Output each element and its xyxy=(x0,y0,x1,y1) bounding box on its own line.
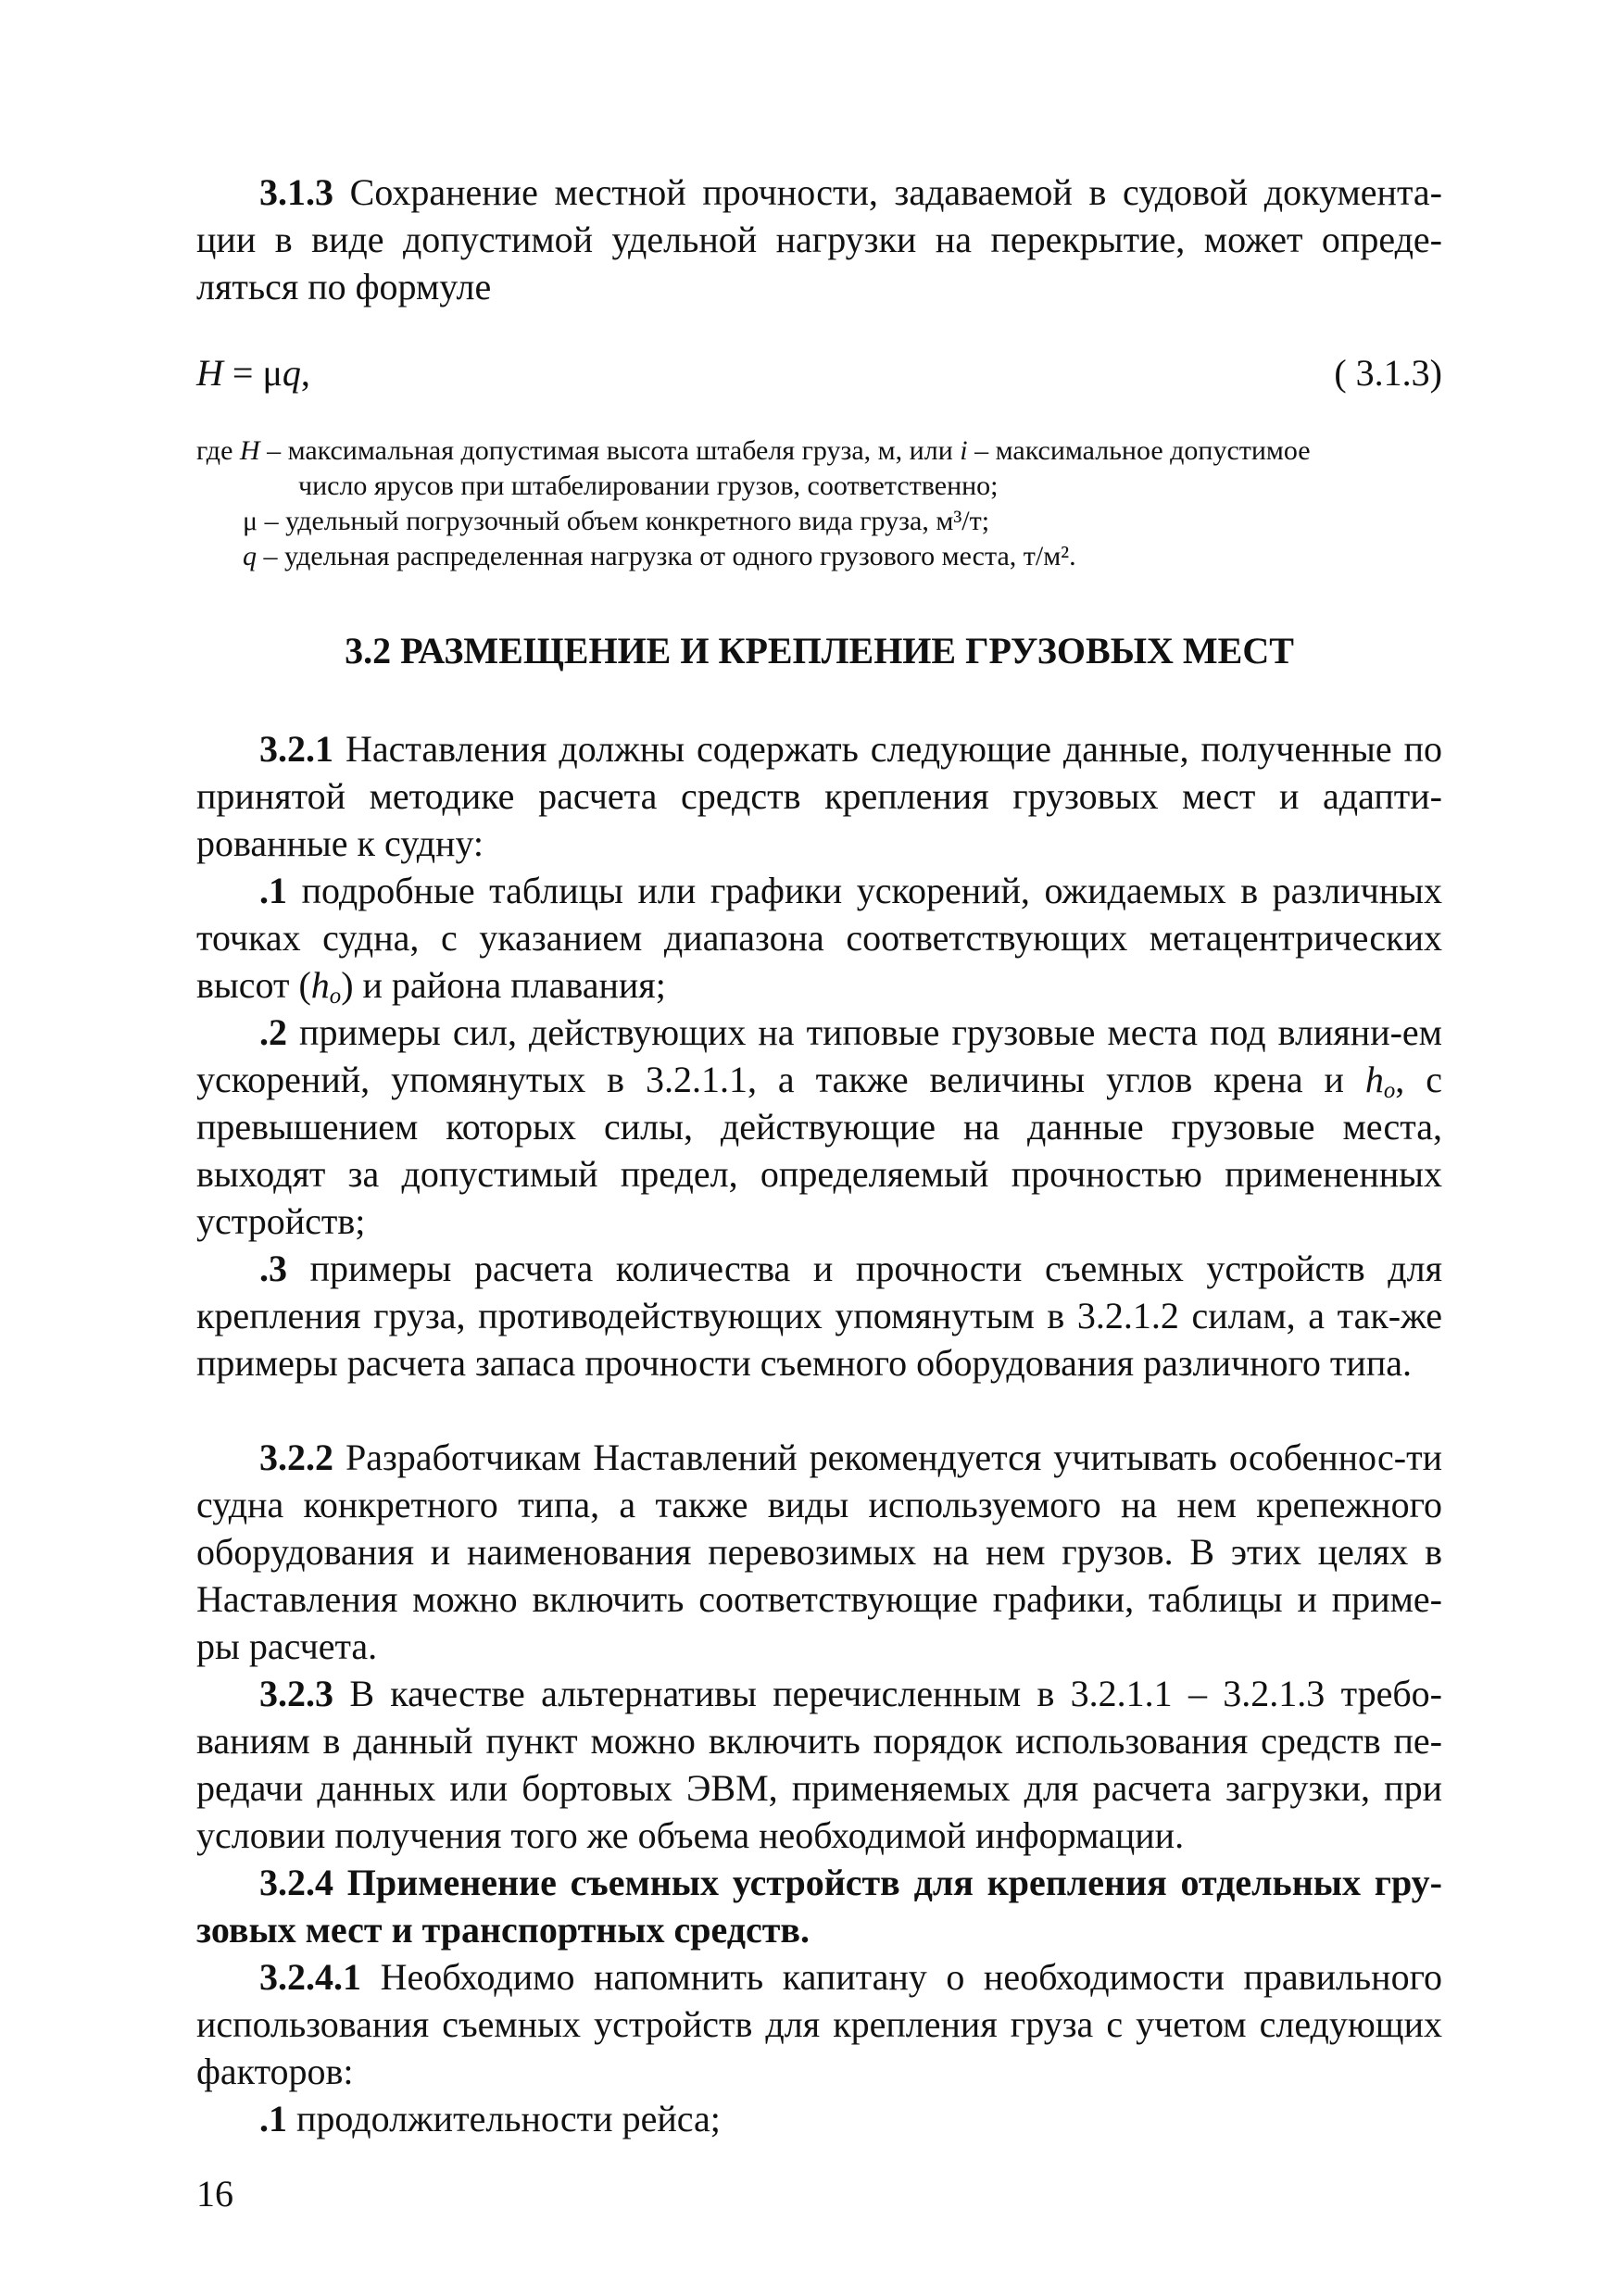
legend-prefix: где xyxy=(196,435,240,466)
legend-text: – удельная распределенная нагрузка от одного грузового места, т/м². xyxy=(257,541,1076,571)
item-number: .3 xyxy=(259,1248,287,1289)
symbol-h: h xyxy=(310,964,330,1006)
paragraph-text: Наставления должны содержать следующие данные, полученные по принятой методике расчета средств крепления грузовых мест и адапти-рованные к судну: xyxy=(196,728,1442,864)
formula-3-1-3 xyxy=(196,349,1442,397)
paragraph-3-2-1 xyxy=(196,725,1442,867)
item-number: .2 xyxy=(259,1011,287,1053)
formula-var-h: H xyxy=(196,352,223,394)
legend-var-h: H xyxy=(239,435,260,466)
paragraph-3-2-3 xyxy=(196,1670,1442,1859)
section-heading: 3.2 РАЗМЕЩЕНИЕ И КРЕПЛЕНИЕ ГРУЗОВЫХ МЕСТ xyxy=(345,630,1294,671)
paragraph-text: примеры сил, действующих на типовые грузовые места под влияни-ем ускорений, упомянутых в 3.2.1.1, а также величины углов крена и xyxy=(196,1011,1442,1100)
paragraph-3-2-2 xyxy=(196,1434,1442,1670)
symbol-subscript-o: o xyxy=(329,984,342,1010)
list-item-3-2-1-2 xyxy=(196,1009,1442,1245)
paragraph-text: продолжительности рейса; xyxy=(287,2098,721,2139)
paragraph-text: подробные таблицы или графики ускорений, ожидаемых в различных точках судна, с указанием диапазона соответствующих метацентрических высот ( xyxy=(196,870,1442,1006)
paragraph-text: В качестве альтернативы перечисленным в 3.2.1.1 – 3.2.1.3 требо-ваниям в данный пункт можно включить порядок использования средств пе-редачи данных или бортовых ЭВМ, применяемых для расчета загрузки, при условии получения того же объема необходимой информации. xyxy=(196,1673,1442,1856)
legend-text: – максимальное допустимое xyxy=(967,435,1311,466)
symbol-subscript-o: o xyxy=(1383,1078,1396,1104)
section-number: 3.2.1 xyxy=(259,728,333,770)
formula-legend xyxy=(196,433,1442,574)
paragraph-text: Необходимо напомнить капитану о необходимости правильного использования съемных устройств для крепления груза с учетом следующих факторов: xyxy=(196,1956,1442,2092)
paragraph-text: Сохранение местной прочности, задаваемой в судовой документа-ции в виде допустимой удельной нагрузки на перекрытие, может опреде-ляться по формуле xyxy=(196,171,1442,307)
paragraph-text: примеры расчета количества и прочности съемных устройств для крепления груза, противодействующих упомянутым в 3.2.1.2 силам, а так-же примеры расчета запаса прочности съемного оборудования различного типа. xyxy=(196,1248,1442,1384)
section-number: 3.2.3 xyxy=(259,1673,333,1714)
list-item-3-2-1-1 xyxy=(196,867,1442,1009)
paragraph-3-2-4-1 xyxy=(196,1953,1442,2095)
section-number: 3.2.4.1 xyxy=(259,1956,361,1998)
symbol-h: h xyxy=(1364,1059,1384,1100)
paragraph-text: Разработчикам Наставлений рекомендуется учитывать особеннос-ти судна конкретного типа, а также виды используемого на нем крепежного оборудования и наименования перевозимых на нем грузов. В этих целях в Наставления можно включить соответствующие графики, таблицы и приме-ры расчета. xyxy=(196,1437,1442,1667)
list-item-3-2-1-3 xyxy=(196,1245,1442,1386)
legend-line-h xyxy=(196,433,1442,469)
page-number: 16 xyxy=(196,2173,233,2214)
list-item-3-2-4-1-1 xyxy=(196,2095,721,2142)
item-number: .1 xyxy=(259,870,287,911)
bold-subheading: 3.2.4 Применение съемных устройств для крепления отдельных гру-зовых мест и транспортных средств. xyxy=(196,1862,1442,1951)
paragraph-text: ) и района плавания; xyxy=(341,964,666,1006)
legend-line-q xyxy=(196,539,1442,574)
legend-line-continuation: число ярусов при штабелировании грузов, соответственно; xyxy=(298,470,999,501)
section-number: 3.1.3 xyxy=(259,171,333,213)
item-number: .1 xyxy=(259,2098,287,2139)
legend-line-mu: μ – удельный погрузочный объем конкретного вида груза, м³/т; xyxy=(243,506,990,536)
paragraph-3-2-4 xyxy=(196,1859,1442,1953)
formula-expression xyxy=(196,349,310,397)
legend-var-i: i xyxy=(960,435,968,466)
formula-equals-mu: = μ xyxy=(222,352,283,394)
formula-var-q: q xyxy=(282,352,301,394)
paragraph-3-1-3 xyxy=(196,169,1442,310)
paragraph-text: , с превышением которых силы, действующие на данные грузовые места, выходят за допустимый предел, определяемый прочностью примененных устройств; xyxy=(196,1059,1442,1242)
document-page xyxy=(196,0,1442,2296)
legend-var-q: q xyxy=(243,541,257,571)
legend-text: – максимальная допустимая высота штабеля груза, м, или xyxy=(259,435,961,466)
formula-comma: , xyxy=(300,352,310,394)
formula-number: ( 3.1.3) xyxy=(1334,352,1442,394)
section-number: 3.2.2 xyxy=(259,1437,333,1478)
